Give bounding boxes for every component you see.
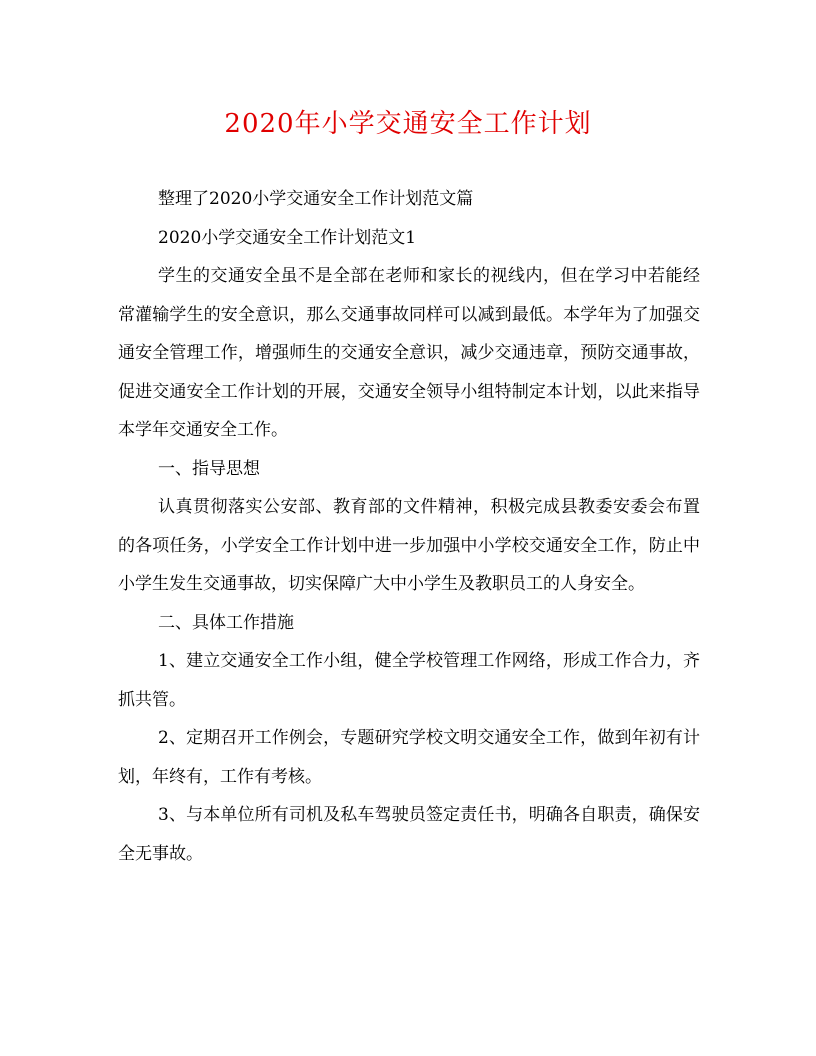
body-paragraph: 学生的交通安全虽不是全部在老师和家长的视线内，但在学习中若能经常灌输学生的安全意识，那么交通事故同样可以减到最低。本学年为了加强交通安全管理工作，增强师生的交通安全意识，减少交通违章，预防交通事故，促进交通安全工作计划的开展，交通安全领导小组特制定本计划，以此来指导本学年交通安全工作。: [118, 266, 700, 440]
list-item: 1、建立交通安全工作小组，健全学校管理工作网络，形成工作合力，齐抓共管。: [118, 651, 700, 710]
body-paragraph: 认真贯彻落实公安部、教育部的文件精神，积极完成县教委安委会布置的各项任务，小学安全工作计划中进一步加强中小学校交通安全工作，防止中小学生发生交通事故，切实保障广大中小学生及教职员工的人身安全。: [118, 497, 700, 594]
sample-heading: 2020小学交通安全工作计划范文1: [158, 227, 417, 248]
list-item: 3、与本单位所有司机及私车驾驶员签定责任书，明确各自职责，确保安全无事故。: [118, 805, 700, 864]
intro-paragraph: 整理了2020小学交通安全工作计划范文篇: [158, 189, 474, 209]
document-title: 2020年小学交通安全工作计划: [224, 109, 592, 139]
list-item: 2、定期召开工作例会，专题研究学校文明交通安全工作，做到年初有计划，年终有，工作有考核。: [118, 728, 700, 787]
section-heading-measures: 二、具体工作措施: [158, 612, 294, 633]
section-heading-guiding-ideology: 一、指导思想: [158, 458, 260, 479]
document-body: [118, 180, 700, 873]
